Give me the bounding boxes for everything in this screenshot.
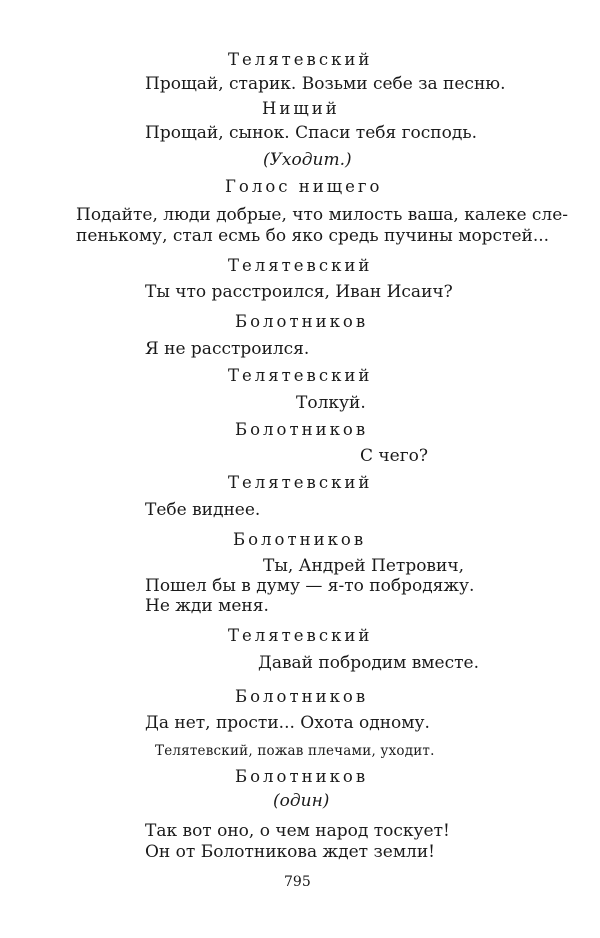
dialogue-line: С чего?	[360, 446, 428, 466]
speaker-name: Нищий	[262, 99, 340, 118]
stage-direction: (один)	[273, 791, 330, 811]
dialogue-line: Прощай, старик. Возьми себе за песню.	[145, 74, 506, 94]
dialogue-line: Пошел бы в думу — я-то побродяжу.	[145, 576, 475, 596]
dialogue-line: Да нет, прости... Охота одному.	[145, 713, 430, 733]
dialogue-line: Давай побродим вместе.	[258, 653, 479, 673]
dialogue-line: Ты что расстроился, Иван Исаич?	[145, 282, 453, 302]
dialogue-line: Толкуй.	[296, 393, 366, 413]
speaker-name: Телятевский	[228, 256, 373, 275]
dialogue-line: Он от Болотникова ждет земли!	[145, 842, 436, 862]
speaker-name: Телятевский	[228, 473, 373, 492]
dialogue-line: Подайте, люди добрые, что милость ваша, калеке сле-	[76, 205, 569, 225]
speaker-name: Болотников	[235, 687, 369, 706]
speaker-name: Болотников	[235, 420, 369, 439]
speaker-name: Телятевский	[228, 50, 373, 69]
speaker-name: Болотников	[235, 767, 369, 786]
speaker-name: Болотников	[235, 312, 369, 331]
speaker-name: Телятевский	[228, 366, 373, 385]
dialogue-line: Так вот оно, о чем народ тоскует!	[145, 821, 450, 841]
stage-direction: (Уходит.)	[263, 150, 352, 170]
dialogue-line: Ты, Андрей Петрович,	[263, 556, 464, 576]
stage-direction: Телятевский, пожав плечами, уходит.	[155, 743, 435, 759]
dialogue-line: Прощай, сынок. Спаси тебя господь.	[145, 123, 477, 143]
speaker-name: Телятевский	[228, 626, 373, 645]
dialogue-line: пенькому, стал есмь бо яко средь пучины морстей...	[76, 226, 550, 246]
dialogue-line: Я не расстроился.	[145, 339, 310, 359]
speaker-name: Голос нищего	[225, 177, 383, 196]
dialogue-line: Тебе виднее.	[145, 500, 261, 520]
page-number: 795	[284, 874, 311, 890]
dialogue-line: Не жди меня.	[145, 596, 269, 616]
speaker-name: Болотников	[233, 530, 367, 549]
